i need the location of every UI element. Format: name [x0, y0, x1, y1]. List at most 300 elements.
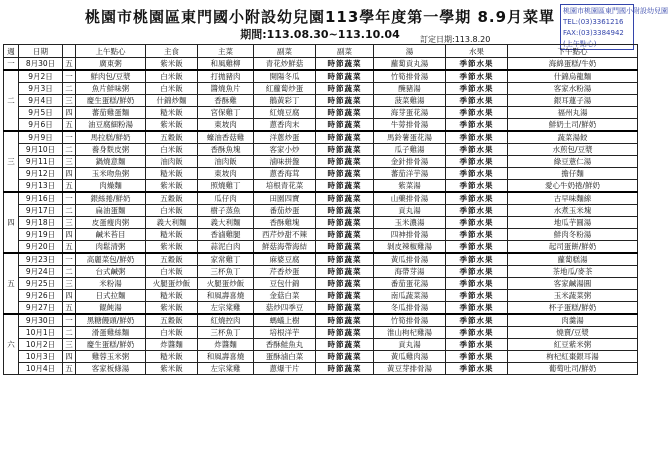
- weekday-cell: 四: [63, 168, 76, 180]
- seasonal-veg-cell: 時節蔬菜: [316, 192, 374, 205]
- date-cell: 9月10日: [19, 144, 63, 156]
- staple-cell: 糙米飯: [146, 107, 198, 119]
- date-cell: 9月3日: [19, 83, 63, 95]
- side-dish-cell: 紅蘿蔔炒蛋: [254, 83, 316, 95]
- afternoon-snack-cell: 客家鹹湯圓: [508, 278, 638, 290]
- main-dish-cell: 和風雞柳: [198, 58, 254, 71]
- soup-cell: 醃豬湯: [374, 83, 446, 95]
- seasonal-veg-cell: 時節蔬菜: [316, 290, 374, 302]
- side-dish-cell: 芹香炒蛋: [254, 266, 316, 278]
- date-cell: 9月25日: [19, 278, 63, 290]
- main-dish-cell: 香酥魚塊: [198, 144, 254, 156]
- side-dish-cell: 蔥爆干片: [254, 363, 316, 375]
- seasonal-veg-cell: 時節蔬菜: [316, 144, 374, 156]
- weekday-cell: 三: [63, 278, 76, 290]
- afternoon-snack-cell: 愛心牛奶捲/鮮奶: [508, 180, 638, 193]
- side-dish-cell: 培根洋芋: [254, 327, 316, 339]
- morning-snack-cell: 雞蓉玉米粥: [76, 351, 146, 363]
- fruit-cell: 季節水果: [446, 253, 508, 266]
- fruit-cell: 季節水果: [446, 144, 508, 156]
- seasonal-veg-cell: 時節蔬菜: [316, 107, 374, 119]
- fruit-cell: 季節水果: [446, 156, 508, 168]
- fruit-cell: 季節水果: [446, 314, 508, 327]
- menu-row: [4, 302, 638, 315]
- afternoon-snack-cell: 枸杞紅棗銀耳湯: [508, 351, 638, 363]
- soup-cell: 竹筍排骨湯: [374, 314, 446, 327]
- seasonal-veg-cell: 時節蔬菜: [316, 83, 374, 95]
- seasonal-veg-cell: 時節蔬菜: [316, 351, 374, 363]
- main-dish-cell: 和風壽喜燒: [198, 290, 254, 302]
- morning-snack-cell: 肉燥麵: [76, 180, 146, 193]
- staple-cell: 五穀飯: [146, 131, 198, 144]
- seasonal-veg-cell: 時節蔬菜: [316, 180, 374, 193]
- morning-snack-cell: 廣東粥: [76, 58, 146, 71]
- side-dish-cell: 鵝黃彩丁: [254, 95, 316, 107]
- week-label: 二: [4, 70, 19, 131]
- header-morning-snack: 上午點心: [76, 45, 146, 58]
- header-fruit: 水果: [446, 45, 508, 58]
- side-dish-cell: 菇炒四季豆: [254, 302, 316, 315]
- date-cell: 9月11日: [19, 156, 63, 168]
- seasonal-veg-cell: 時節蔬菜: [316, 363, 374, 375]
- menu-row: [4, 266, 638, 278]
- weekday-cell: 三: [63, 339, 76, 351]
- soup-cell: 貢丸湯: [374, 339, 446, 351]
- menu-row: [4, 363, 638, 375]
- main-dish-cell: 紅燒控肉: [198, 314, 254, 327]
- afternoon-snack-cell: 肉羹湯: [508, 314, 638, 327]
- date-cell: 10月4日: [19, 363, 63, 375]
- date-cell: 9月5日: [19, 107, 63, 119]
- weekday-cell: 五: [63, 241, 76, 254]
- fruit-cell: 季節水果: [446, 327, 508, 339]
- soup-cell: 瓜子雞湯: [374, 144, 446, 156]
- morning-snack-cell: 台式鹹粥: [76, 266, 146, 278]
- header-staple: 主食: [146, 45, 198, 58]
- side-dish-cell: 螞蟻上樹: [254, 314, 316, 327]
- weekday-cell: 一: [63, 192, 76, 205]
- morning-snack-cell: 玉米吻魚粥: [76, 168, 146, 180]
- weekday-cell: 五: [63, 119, 76, 132]
- main-dish-cell: 瓜仔肉: [198, 192, 254, 205]
- morning-snack-cell: 油豆腐細粉湯: [76, 119, 146, 132]
- menu-row: [4, 70, 638, 83]
- main-dish-cell: 香酥雞: [198, 95, 254, 107]
- side-dish-cell: 西芹炒甜不辣: [254, 229, 316, 241]
- menu-row: [4, 217, 638, 229]
- header-side-dish-2: 副菜: [316, 45, 374, 58]
- menu-row: [4, 192, 638, 205]
- date-cell: 10月3日: [19, 351, 63, 363]
- weekday-cell: 四: [63, 229, 76, 241]
- side-dish-cell: 金菇白菜: [254, 290, 316, 302]
- date-cell: 9月23日: [19, 253, 63, 266]
- soup-cell: 牛蒡排骨湯: [374, 119, 446, 132]
- afternoon-snack-cell: 紅豆紫米粥: [508, 339, 638, 351]
- afternoon-snack-cell: 葡萄吐司/鮮奶: [508, 363, 638, 375]
- fruit-cell: 季節水果: [446, 290, 508, 302]
- date-cell: 9月6日: [19, 119, 63, 132]
- date-cell: 8月30日: [19, 58, 63, 71]
- header-date: 日期: [19, 45, 63, 58]
- staple-cell: 糙米飯: [146, 290, 198, 302]
- morning-snack-cell: 魚片鮮味粥: [76, 83, 146, 95]
- soup-cell: 紫菜湯: [374, 180, 446, 193]
- weekday-cell: 四: [63, 290, 76, 302]
- header-main-dish: 主菜: [198, 45, 254, 58]
- menu-row: [4, 327, 638, 339]
- soup-cell: 菠菜雞湯: [374, 95, 446, 107]
- date-cell: 9月2日: [19, 70, 63, 83]
- side-dish-cell: 蔥香肉末: [254, 119, 316, 132]
- fruit-cell: 季節水果: [446, 180, 508, 193]
- morning-snack-cell: 皮蛋瘦肉粥: [76, 217, 146, 229]
- staple-cell: 白米飯: [146, 144, 198, 156]
- menu-row: [4, 131, 638, 144]
- morning-snack-cell: 馬拉糕/鮮奶: [76, 131, 146, 144]
- soup-cell: 玉米濃湯: [374, 217, 446, 229]
- morning-snack-cell: 客家板條湯: [76, 363, 146, 375]
- staple-cell: 白米飯: [146, 327, 198, 339]
- soup-cell: 海芽蛋花湯: [374, 107, 446, 119]
- fruit-cell: 季節水果: [446, 58, 508, 71]
- soup-cell: 蕃茄洋芋湯: [374, 168, 446, 180]
- fruit-cell: 季節水果: [446, 229, 508, 241]
- side-dish-cell: 麻婆豆腐: [254, 253, 316, 266]
- afternoon-snack-cell: 海綿蛋糕/牛奶: [508, 58, 638, 71]
- morning-snack-cell: 養身麩皮粥: [76, 144, 146, 156]
- week-label: 五: [4, 253, 19, 314]
- header-side-dish-1: 副菜: [254, 45, 316, 58]
- soup-cell: 山藥排骨湯: [374, 192, 446, 205]
- date-cell: 9月12日: [19, 168, 63, 180]
- fruit-cell: 季節水果: [446, 168, 508, 180]
- morning-snack-cell: 慶生蛋糕/鮮奶: [76, 339, 146, 351]
- seasonal-veg-cell: 時節蔬菜: [316, 241, 374, 254]
- weekday-cell: 三: [63, 95, 76, 107]
- date-cell: 9月4日: [19, 95, 63, 107]
- seasonal-veg-cell: 時節蔬菜: [316, 58, 374, 71]
- date-cell: 9月19日: [19, 229, 63, 241]
- morning-snack-cell: 鍋燒意麵: [76, 156, 146, 168]
- morning-snack-cell: 鮮肉包/豆漿: [76, 70, 146, 83]
- staple-cell: 紫米飯: [146, 363, 198, 375]
- date-cell: 10月2日: [19, 339, 63, 351]
- menu-row: [4, 290, 638, 302]
- weekday-cell: 五: [63, 58, 76, 71]
- main-dish-cell: 左宗棠雞: [198, 302, 254, 315]
- header-soup: 湯: [374, 45, 446, 58]
- afternoon-snack-cell: 燒賣/豆漿: [508, 327, 638, 339]
- weekday-cell: 三: [63, 217, 76, 229]
- date-cell: 9月9日: [19, 131, 63, 144]
- side-dish-cell: 田園四寶: [254, 192, 316, 205]
- weekday-cell: 三: [63, 156, 76, 168]
- soup-cell: 四神排骨湯: [374, 229, 446, 241]
- seasonal-veg-cell: 時節蔬菜: [316, 131, 374, 144]
- main-dish-cell: 東坡肉: [198, 168, 254, 180]
- main-dish-cell: 和風壽喜燒: [198, 351, 254, 363]
- stamp-line: 桃園市桃園區東門國小附設幼兒園: [563, 7, 668, 15]
- staple-cell: 什錦炒麵: [146, 95, 198, 107]
- menu-period: 期間:113.08.30~113.10.04: [240, 28, 400, 41]
- menu-title: 桃園市桃園區東門國小附設幼兒園113學年度第一學期 8.9月菜單: [84, 8, 556, 26]
- seasonal-veg-cell: 時節蔬菜: [316, 327, 374, 339]
- afternoon-snack-cell: 水煎包/豆漿: [508, 144, 638, 156]
- staple-cell: 紫米飯: [146, 119, 198, 132]
- weekday-cell: 四: [63, 107, 76, 119]
- afternoon-snack-cell: 銀耳蓮子湯: [508, 95, 638, 107]
- menu-row: [4, 339, 638, 351]
- morning-snack-cell: 米粉湯: [76, 278, 146, 290]
- date-cell: 9月13日: [19, 180, 63, 193]
- side-dish-cell: 香酥鮭魚丸: [254, 339, 316, 351]
- menu-row: [4, 229, 638, 241]
- menu-row: [4, 107, 638, 119]
- date-cell: 9月27日: [19, 302, 63, 315]
- menu-row: [4, 180, 638, 193]
- side-dish-cell: 客家小炒: [254, 144, 316, 156]
- staple-cell: 紫米飯: [146, 241, 198, 254]
- soup-cell: 黃豆芽排骨湯: [374, 363, 446, 375]
- seasonal-veg-cell: 時節蔬菜: [316, 119, 374, 132]
- seasonal-veg-cell: 時節蔬菜: [316, 278, 374, 290]
- date-cell: 9月20日: [19, 241, 63, 254]
- side-dish-cell: 番茄炒蛋: [254, 205, 316, 217]
- week-label: 三: [4, 131, 19, 192]
- soup-cell: 冬瓜排骨湯: [374, 302, 446, 315]
- menu-row: [4, 253, 638, 266]
- side-dish-cell: 蛋酥滷白菜: [254, 351, 316, 363]
- date-cell: 9月24日: [19, 266, 63, 278]
- soup-cell: 海帶芽湯: [374, 266, 446, 278]
- week-label: 六: [4, 314, 19, 375]
- staple-cell: 糙米飯: [146, 229, 198, 241]
- staple-cell: 紫米飯: [146, 302, 198, 315]
- main-dish-cell: 義大利麵: [198, 217, 254, 229]
- menu-row: [4, 241, 638, 254]
- afternoon-snack-cell: 鮮奶土司/鮮奶: [508, 119, 638, 132]
- afternoon-snack-cell: 杯子蛋糕/鮮奶: [508, 302, 638, 315]
- side-dish-cell: 青花炒鮮菇: [254, 58, 316, 71]
- staple-cell: 五穀飯: [146, 192, 198, 205]
- weekday-cell: 二: [63, 205, 76, 217]
- seasonal-veg-cell: 時節蔬菜: [316, 339, 374, 351]
- weekday-cell: 二: [63, 144, 76, 156]
- staple-cell: 白米飯: [146, 70, 198, 83]
- stamp-line: (上午點心): [563, 40, 597, 48]
- seasonal-veg-cell: 時節蔬菜: [316, 266, 374, 278]
- soup-cell: 黃瓜雞肉湯: [374, 351, 446, 363]
- date-cell: 9月18日: [19, 217, 63, 229]
- fruit-cell: 季節水果: [446, 266, 508, 278]
- fruit-cell: 季節水果: [446, 192, 508, 205]
- seasonal-veg-cell: 時節蔬菜: [316, 168, 374, 180]
- main-dish-cell: 三杯魚丁: [198, 266, 254, 278]
- afternoon-snack-cell: 玉米蔬菜粥: [508, 290, 638, 302]
- morning-snack-cell: 黑糖饅頭/鮮奶: [76, 314, 146, 327]
- soup-cell: 番茄蛋花湯: [374, 278, 446, 290]
- fruit-cell: 季節水果: [446, 119, 508, 132]
- morning-snack-cell: 扁油蛋麵: [76, 205, 146, 217]
- soup-cell: 貢丸湯: [374, 205, 446, 217]
- fruit-cell: 季節水果: [446, 363, 508, 375]
- date-set: 訂定日期:113.8.20: [420, 35, 491, 44]
- date-cell: 10月1日: [19, 327, 63, 339]
- morning-snack-cell: 慶生蛋糕/鮮奶: [76, 95, 146, 107]
- seasonal-veg-cell: 時節蔬菜: [316, 253, 374, 266]
- morning-snack-cell: 滑蛋雞絲麵: [76, 327, 146, 339]
- soup-cell: 淮山枸杞雞湯: [374, 327, 446, 339]
- staple-cell: 炸醬麵: [146, 339, 198, 351]
- afternoon-snack-cell: 客家水粉湯: [508, 83, 638, 95]
- main-dish-cell: 三杯魚丁: [198, 327, 254, 339]
- weekday-cell: 一: [63, 70, 76, 83]
- staple-cell: 白米飯: [146, 205, 198, 217]
- weekday-cell: 二: [63, 327, 76, 339]
- seasonal-veg-cell: 時節蔬菜: [316, 205, 374, 217]
- week-label: 一: [4, 58, 19, 71]
- staple-cell: 火腿蛋炒飯: [146, 278, 198, 290]
- soup-cell: 黃瓜排骨湯: [374, 253, 446, 266]
- seasonal-veg-cell: 時節蔬菜: [316, 156, 374, 168]
- weekday-cell: 五: [63, 363, 76, 375]
- menu-table: [3, 44, 638, 375]
- fruit-cell: 季節水果: [446, 205, 508, 217]
- week-label: 四: [4, 192, 19, 253]
- morning-snack-cell: 銀絲捲/鮮奶: [76, 192, 146, 205]
- main-dish-cell: 醬燒魚片: [198, 83, 254, 95]
- staple-cell: 油肉飯: [146, 156, 198, 168]
- soup-cell: 南瓜蔬菜湯: [374, 290, 446, 302]
- side-dish-cell: 開陽冬瓜: [254, 70, 316, 83]
- soup-cell: 剝皮辣椒雞湯: [374, 241, 446, 254]
- morning-snack-cell: 鹹米苔目: [76, 229, 146, 241]
- date-cell: 9月30日: [19, 314, 63, 327]
- main-dish-cell: 打拋豬肉: [198, 70, 254, 83]
- fruit-cell: 季節水果: [446, 131, 508, 144]
- menu-row: [4, 205, 638, 217]
- main-dish-cell: 左宗棠雞: [198, 363, 254, 375]
- side-dish-cell: 滷味拼盤: [254, 156, 316, 168]
- stamp-line: TEL:(03)3361216: [563, 18, 624, 26]
- main-dish-cell: 家常雞丁: [198, 253, 254, 266]
- main-dish-cell: 蠔油香菇雞: [198, 131, 254, 144]
- fruit-cell: 季節水果: [446, 302, 508, 315]
- staple-cell: 白米飯: [146, 83, 198, 95]
- weekday-cell: 五: [63, 302, 76, 315]
- side-dish-cell: 豆包什錦: [254, 278, 316, 290]
- fruit-cell: 季節水果: [446, 83, 508, 95]
- morning-snack-cell: 餛飩湯: [76, 302, 146, 315]
- menu-row: [4, 95, 638, 107]
- side-dish-cell: 培根青花菜: [254, 180, 316, 193]
- morning-snack-cell: 高麗菜包/鮮奶: [76, 253, 146, 266]
- morning-snack-cell: 肉鬆清粥: [76, 241, 146, 254]
- afternoon-snack-cell: 鮮肉冬粉湯: [508, 229, 638, 241]
- menu-row: [4, 144, 638, 156]
- staple-cell: 白米飯: [146, 266, 198, 278]
- morning-snack-cell: 日式拉麵: [76, 290, 146, 302]
- afternoon-snack-cell: 茶地瓜/麥茶: [508, 266, 638, 278]
- main-dish-cell: 照燒雞丁: [198, 180, 254, 193]
- main-dish-cell: 炸醬麵: [198, 339, 254, 351]
- weekday-cell: 二: [63, 266, 76, 278]
- side-dish-cell: 鮮菇海帶海結: [254, 241, 316, 254]
- soup-cell: 金針排骨湯: [374, 156, 446, 168]
- fruit-cell: 季節水果: [446, 351, 508, 363]
- seasonal-veg-cell: 時節蔬菜: [316, 302, 374, 315]
- header-weekday: [63, 45, 76, 58]
- afternoon-snack-cell: 福州丸湯: [508, 107, 638, 119]
- menu-row: [4, 58, 638, 71]
- weekday-cell: 二: [63, 83, 76, 95]
- staple-cell: 紫米飯: [146, 180, 198, 193]
- main-dish-cell: 油肉飯: [198, 156, 254, 168]
- soup-cell: 馬鈴薯蛋花湯: [374, 131, 446, 144]
- soup-cell: 蘿蔔貢丸湯: [374, 58, 446, 71]
- staple-cell: 五穀飯: [146, 314, 198, 327]
- date-cell: 9月17日: [19, 205, 63, 217]
- side-dish-cell: 香酥雞塊: [254, 217, 316, 229]
- staple-cell: 紫米飯: [146, 58, 198, 71]
- main-dish-cell: 東坡肉: [198, 119, 254, 132]
- morning-snack-cell: 蕃茄雞蛋麵: [76, 107, 146, 119]
- staple-cell: 五穀飯: [146, 253, 198, 266]
- main-dish-cell: 香滷雞腿: [198, 229, 254, 241]
- fruit-cell: 季節水果: [446, 107, 508, 119]
- staple-cell: 義大利麵: [146, 217, 198, 229]
- menu-row: [4, 314, 638, 327]
- menu-body: [4, 58, 638, 375]
- fruit-cell: 季節水果: [446, 95, 508, 107]
- afternoon-snack-cell: 擔仔麵: [508, 168, 638, 180]
- seasonal-veg-cell: 時節蔬菜: [316, 70, 374, 83]
- menu-row: [4, 156, 638, 168]
- menu-row: [4, 83, 638, 95]
- staple-cell: 糙米飯: [146, 351, 198, 363]
- fruit-cell: 季節水果: [446, 339, 508, 351]
- weekday-cell: 一: [63, 253, 76, 266]
- fruit-cell: 季節水果: [446, 241, 508, 254]
- soup-cell: 竹筍排骨湯: [374, 70, 446, 83]
- side-dish-cell: 紅燒豆腐: [254, 107, 316, 119]
- afternoon-snack-cell: 綠豆薏仁湯: [508, 156, 638, 168]
- afternoon-snack-cell: 起司蛋餅/鮮奶: [508, 241, 638, 254]
- seasonal-veg-cell: 時節蔬菜: [316, 314, 374, 327]
- weekday-cell: 四: [63, 351, 76, 363]
- seasonal-veg-cell: 時節蔬菜: [316, 217, 374, 229]
- header-afternoon-snack: 下午點心: [508, 45, 638, 58]
- main-dish-cell: 蒜泥白肉: [198, 241, 254, 254]
- weekday-cell: 一: [63, 131, 76, 144]
- fruit-cell: 季節水果: [446, 70, 508, 83]
- side-dish-cell: 洋蔥炒蛋: [254, 131, 316, 144]
- staple-cell: 糙米飯: [146, 168, 198, 180]
- stamp-line: FAX:(03)3384942: [563, 29, 624, 37]
- date-cell: 9月16日: [19, 192, 63, 205]
- fruit-cell: 季節水果: [446, 217, 508, 229]
- menu-row: [4, 119, 638, 132]
- afternoon-snack-cell: 蘿蔔糕湯: [508, 253, 638, 266]
- main-dish-cell: 火腿蛋炒飯: [198, 278, 254, 290]
- main-dish-cell: 宮保雞丁: [198, 107, 254, 119]
- afternoon-snack-cell: 什錦烏龍麵: [508, 70, 638, 83]
- seasonal-veg-cell: 時節蔬菜: [316, 95, 374, 107]
- date-cell: 9月26日: [19, 290, 63, 302]
- side-dish-cell: 蔥香海茸: [254, 168, 316, 180]
- weekday-cell: 一: [63, 314, 76, 327]
